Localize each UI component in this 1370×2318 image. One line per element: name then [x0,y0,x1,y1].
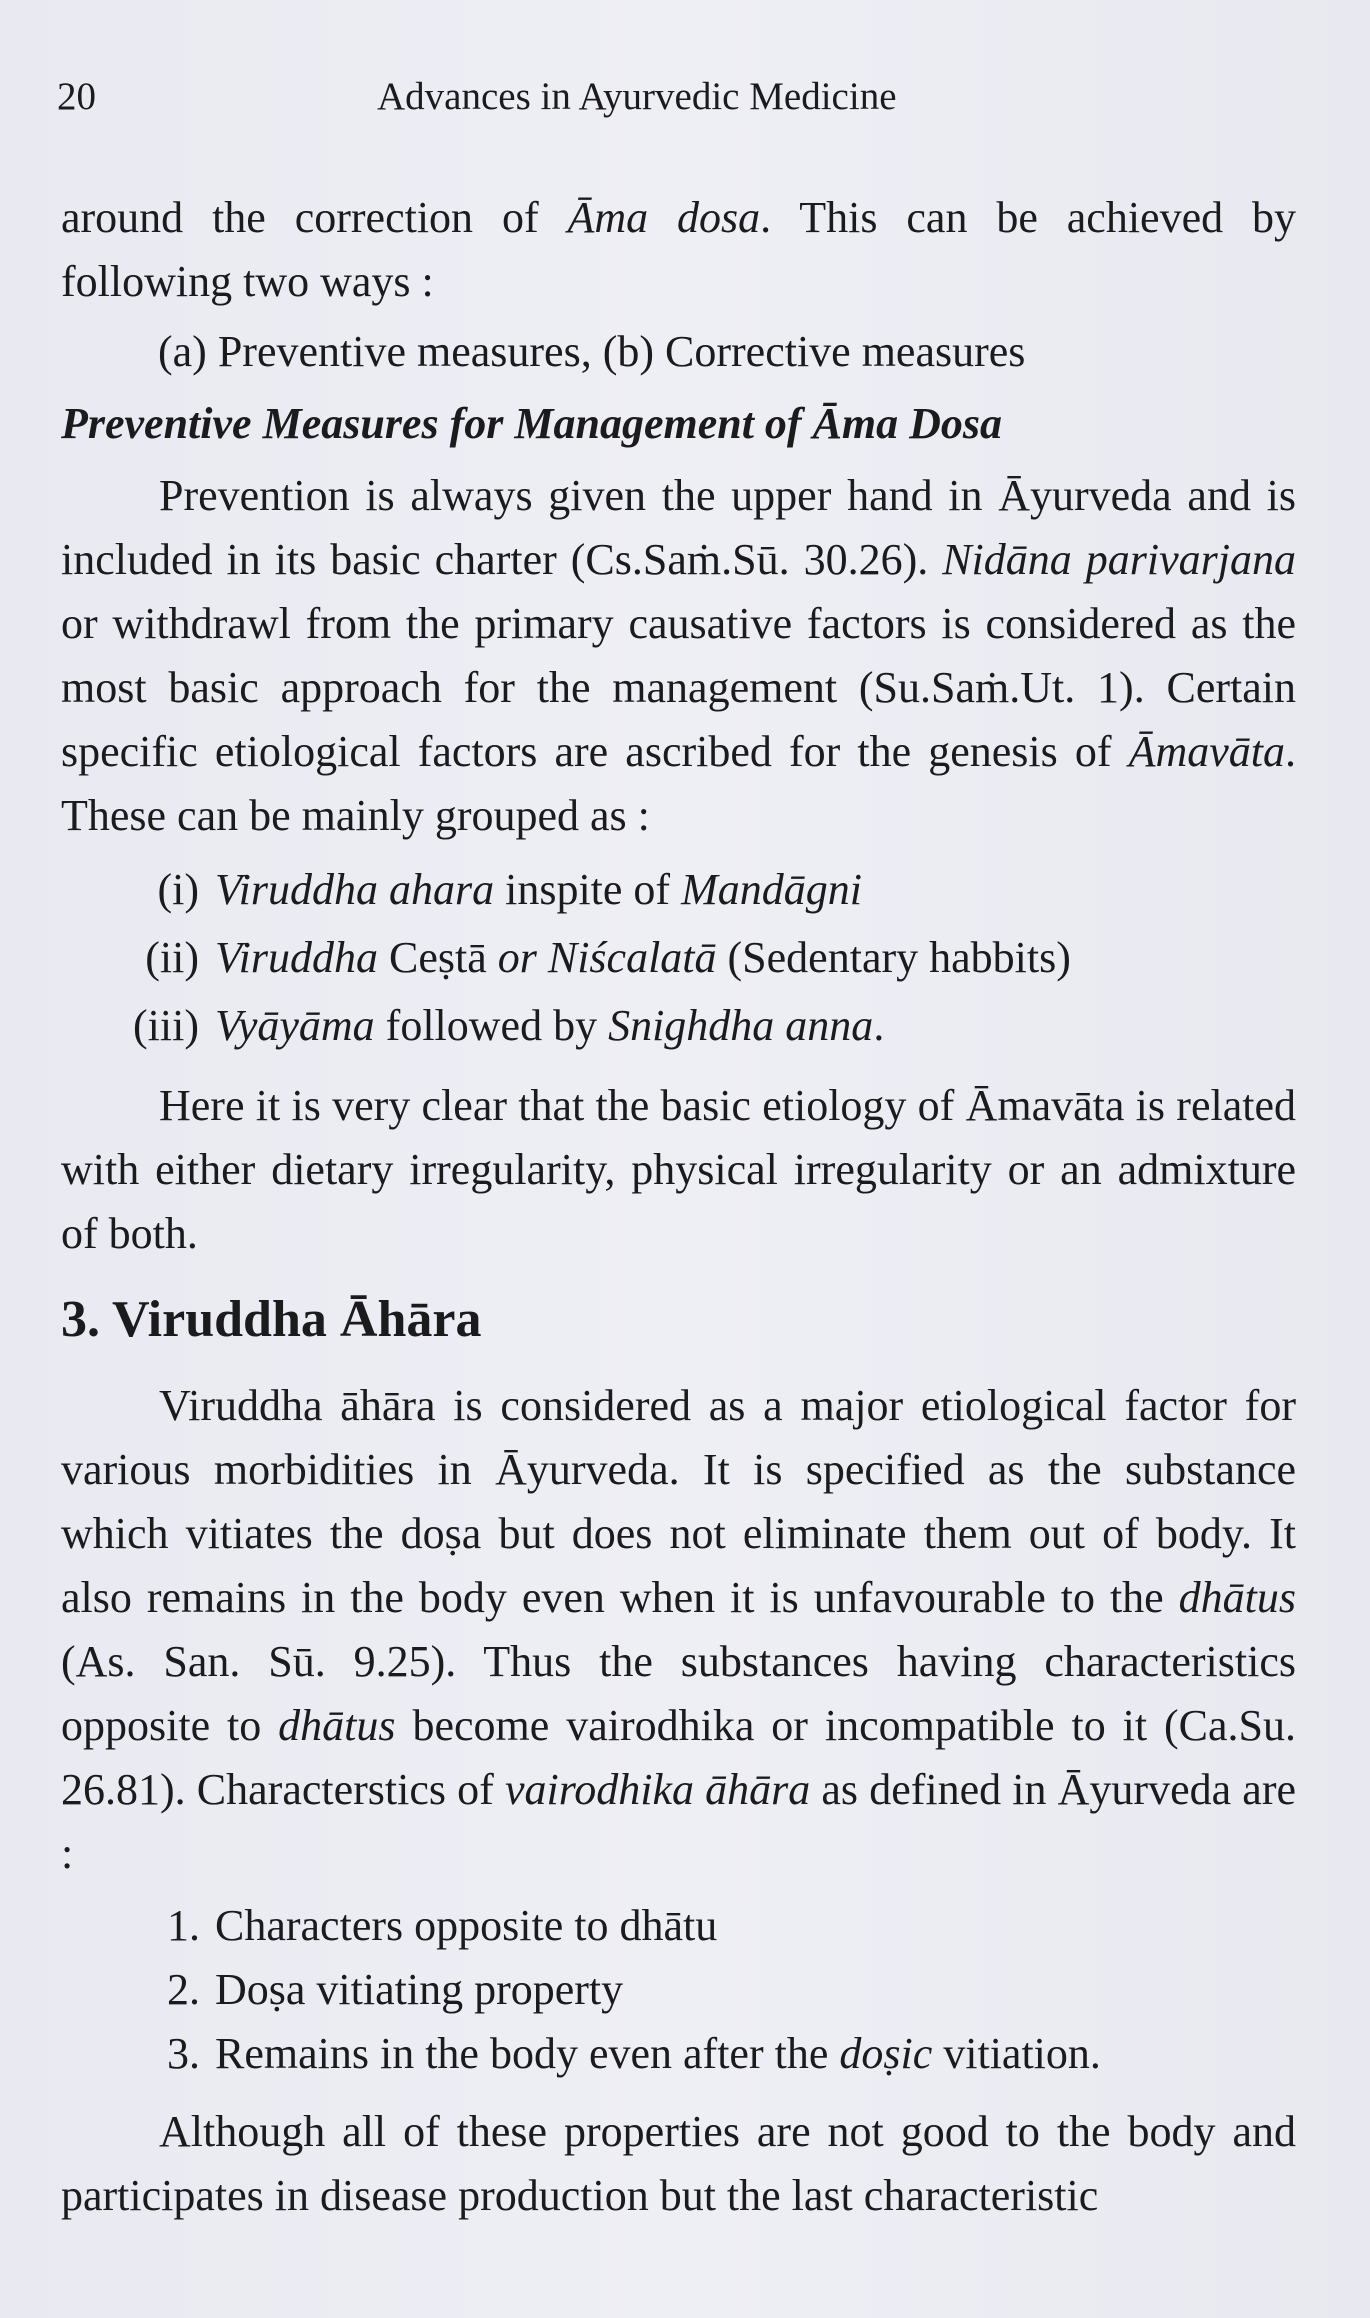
list-item: (iii) Vyāyāma followed by Snighdha anna. [133,1001,885,1050]
term-ama-dosa: Āma dosa [567,193,761,242]
paragraph-viruddha-ahara: Viruddha āhāra is considered as a major etiological factor for various morbidities in Āyurveda. It is specified as the substance which vitiates the doṣa but does not eliminate them out of body. It also remains in the body even when it is unfavourable to the dhātus (As. San. Sū. 9.25). Thus the substances having characteristics opposite to dhātus become vairodhika or incompatible to it (Ca.Su. 26.81). Characterstics of vairodhika āhāra as defined in Āyurveda are : [61,1381,1296,1878]
page-number: 20 [57,75,96,118]
page-header [0,66,1370,126]
ways-line: (a) Preventive measures, (b) Corrective measures [158,327,1026,376]
list-item: 3. Remains in the body even after the doṣic vitiation. [167,2029,1101,2078]
paragraph-etiology-summary: Here it is very clear that the basic etiology of Āmavāta is related with either dietary irregularity, physical irregularity or an admixture of both. [61,1081,1296,1258]
page-body [61,186,1296,2228]
characteristics-list [61,1894,1296,2086]
section-heading-viruddha-ahara: 3. Viruddha Āhāra [61,1291,482,1348]
list-item: (ii) Viruddha Ceṣtā or Niścalatā (Sedentary habbits) [145,933,1071,982]
paragraph-prevention: Prevention is always given the upper hand in Āyurveda and is included in its basic charter (Cs.Saṁ.Sū. 30.26). Nidāna parivarjana or withdrawl from the primary causative factors is considered as the most basic approach for the management (Su.Saṁ.Ut. 1). Certain specific etiological factors are ascribed for the genesis of Āmavāta. These can be mainly grouped as : [61,471,1296,840]
subheading-preventive-measures: Preventive Measures for Management of Āma Dosa [61,399,1003,448]
list-item: (i) Viruddha ahara inspite of Mandāgni [157,865,862,914]
list-item: 2. Doṣa vitiating property [167,1965,624,2014]
etiology-list [61,856,1296,1060]
list-item: 1. Characters opposite to dhātu [167,1901,718,1950]
paragraph-closing: Although all of these properties are not good to the body and participates in disease production but the last characteristic [61,2107,1296,2220]
running-title: Advances in Ayurvedic Medicine [377,75,897,118]
paragraph-intro: around the correction of Āma dosa. This can be achieved by following two ways : [61,193,1296,306]
